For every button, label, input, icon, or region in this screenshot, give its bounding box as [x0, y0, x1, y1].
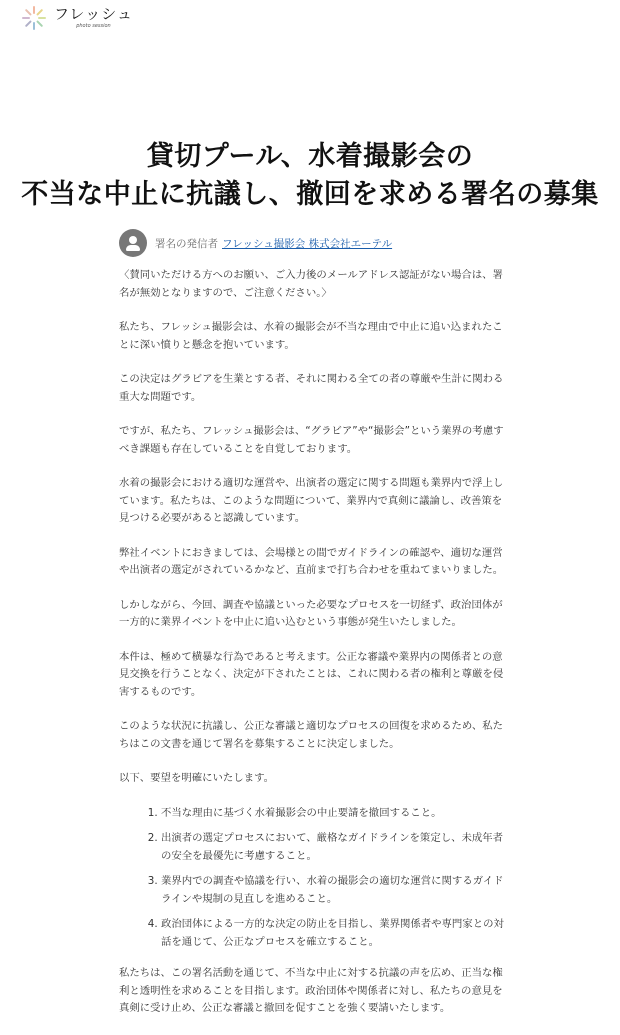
author-link[interactable]: フレッシュ撮影会 株式会社エーテル [222, 237, 393, 250]
demand-item: 4. 政治団体による一方的な決定の防止を目指し、業界関係者や専門家との対話を通じて、公正なプロセスを確立すること。 [161, 916, 509, 951]
paragraph: 弊社イベントにおきましては、会場様との間でガイドラインの確認や、適切な運営や出演者の選定がされているかなど、直前まで打ち合わせを重ねてまいりました。 [119, 546, 504, 576]
title-line-1: 貸切プール、水着撮影会の [146, 141, 474, 173]
demands-list [119, 805, 509, 952]
petition-content [119, 228, 509, 1035]
avatar-user-icon [119, 229, 147, 257]
paragraph: しかしながら、今回、調査や協議といった必要なプロセスを一切経ず、政治団体が一方的に業界イベントを中止に追い込むという事態が発生いたしました。 [119, 598, 503, 628]
closing-paragraph: 私たちは、この署名活動を通じて、不当な中止に対する抗議の声を広め、正当な権利と透明性を求めることを目指します。政治団体や関係者に対し、私たちの意見を真剣に受け止め、公正な審議と撤回を促すことを強く要請いたします。 [119, 967, 503, 1014]
paragraph: 私たち、フレッシュ撮影会は、水着の撮影会が不当な理由で中止に追い込まれたことに深い憤りと懸念を抱いています。 [119, 321, 503, 351]
site-logo[interactable] [20, 4, 133, 32]
logo-name: フレッシュ [54, 5, 133, 23]
title-line-2: 不当な中止に抗議し、撤回を求める署名の募集 [21, 179, 599, 211]
demand-item: 2. 出演者の選定プロセスにおいて、厳格なガイドラインを策定し、未成年者の安全を最優先に考慮すること。 [161, 830, 509, 865]
paragraph: このような状況に抗議し、公正な審議と適切なプロセスの回復を求めるため、私たちはこの文書を通じて署名を募集することに決定しました。 [119, 720, 504, 750]
paragraph: 水着の撮影会における適切な運営や、出演者の選定に関する問題も業界内で浮上しています。私たちは、このような問題について、業界内で真剣に議論し、改善策を見つける必要があると認識しています。 [119, 477, 504, 524]
site-header [0, 0, 620, 40]
page-title [0, 138, 620, 214]
petition-author [119, 228, 509, 258]
logo-subtitle: photo session [76, 23, 111, 29]
demand-item: 1. 不当な理由に基づく水着撮影会の中止要請を撤回すること。 [161, 805, 509, 823]
petition-body [119, 267, 509, 1018]
paragraph: ですが、私たち、フレッシュ撮影会は、“グラビア”や“撮影会”という業界の考慮すべき課題も存在していることを自覚しております。 [119, 425, 504, 455]
demand-item: 3. 業界内での調査や協議を行い、水着の撮影会の適切な運営に関するガイドラインや規制の見直しを進めること。 [161, 873, 509, 908]
sunburst-logo-icon [20, 4, 48, 32]
paragraph: 本件は、極めて横暴な行為であると考えます。公正な審議や業界内の関係者との意見交換を行うことなく、決定が下されたことは、これに関わる者の権利と尊厳を侵害するものです。 [119, 650, 504, 698]
notice-text: 〈賛同いただける方へのお願い、ご入力後のメールアドレス認証がない場合は、署名が無効となりますので、ご注意ください。〉 [119, 269, 503, 299]
paragraph: 以下、要望を明確にいたします。 [119, 772, 275, 784]
author-label: 署名の発信者 [155, 237, 218, 250]
paragraph: この決定はグラビアを生業とする者、それに関わる全ての者の尊厳や生計に関わる重大な問題です。 [119, 373, 504, 403]
